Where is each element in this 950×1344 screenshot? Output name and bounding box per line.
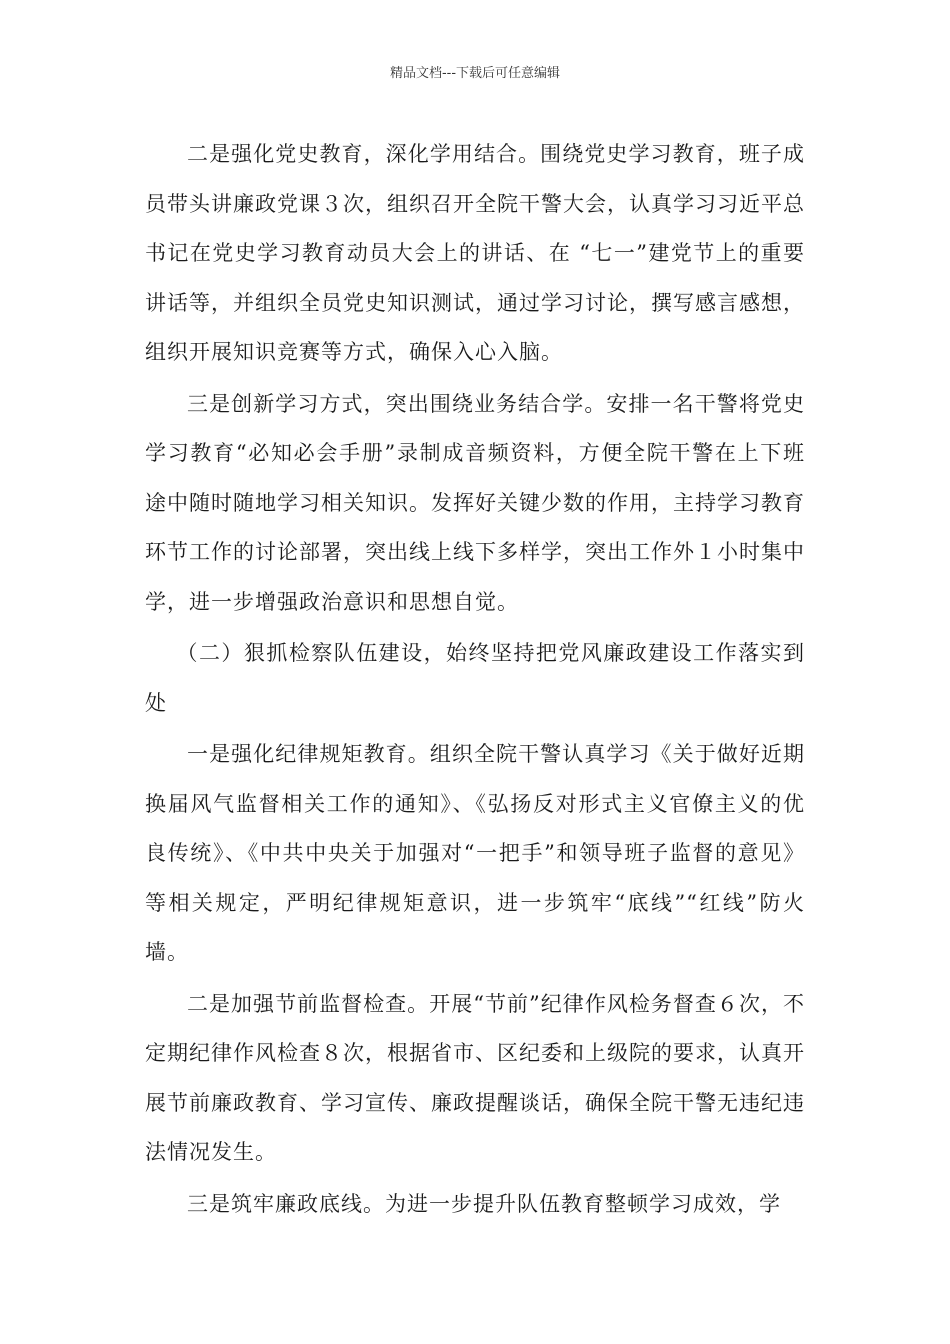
paragraph-integrity-bottom-line: 三是筑牢廉政底线。为进一步提升队伍教育整顿学习成效，学: [187, 1191, 781, 1216]
page-header-watermark: 精品文档---下载后可任意编辑: [389, 66, 561, 81]
paragraph-holiday-inspection: 二是加强节前监督检查。开展“节前”纪律作风检务督查６次，不定期纪律作风检查８次，根据省市、区纪委和上级院的要求，认真开展节前廉政教育、学习宣传、廉政提醒谈话，确保全院干警无违纪违法情况发生。: [145, 991, 805, 1164]
section-heading-team-building: （二）狠抓检察队伍建设，始终坚持把党风廉政建设工作落实到处: [145, 641, 805, 715]
document-body: [145, 130, 805, 1231]
paragraph-party-history-education: 二是强化党史教育，深化学用结合。围绕党史学习教育，班子成员带头讲廉政党课３次，组织召开全院干警大会，认真学习习近平总书记在党史学习教育动员大会上的讲话、在 “七一”建党节上的重要讲话等，并组织全员党史知识测试，通过学习讨论，撰写感言感想，组织开展知识竞赛等方式，确保入心入脑。: [145, 142, 805, 364]
paragraph-discipline-education: 一是强化纪律规矩教育。组织全院干警认真学习《关于做好近期换届风气监督相关工作的通知》、《弘扬反对形式主义官僚主义的优良传统》、《中共中央关于加强对“一把手”和领导班子监督的意见》等相关规定，严明纪律规矩意识，进一步筑牢“底线”“红线”防火墙。: [145, 742, 805, 964]
paragraph-learning-method: 三是创新学习方式，突出围绕业务结合学。安排一名干警将党史学习教育“必知必会手册”录制成音频资料，方便全院干警在上下班途中随时随地学习相关知识。发挥好关键少数的作用，主持学习教育环节工作的讨论部署，突出线上线下多样学，突出工作外１小时集中学，进一步增强政治意识和思想自觉。: [145, 391, 805, 614]
